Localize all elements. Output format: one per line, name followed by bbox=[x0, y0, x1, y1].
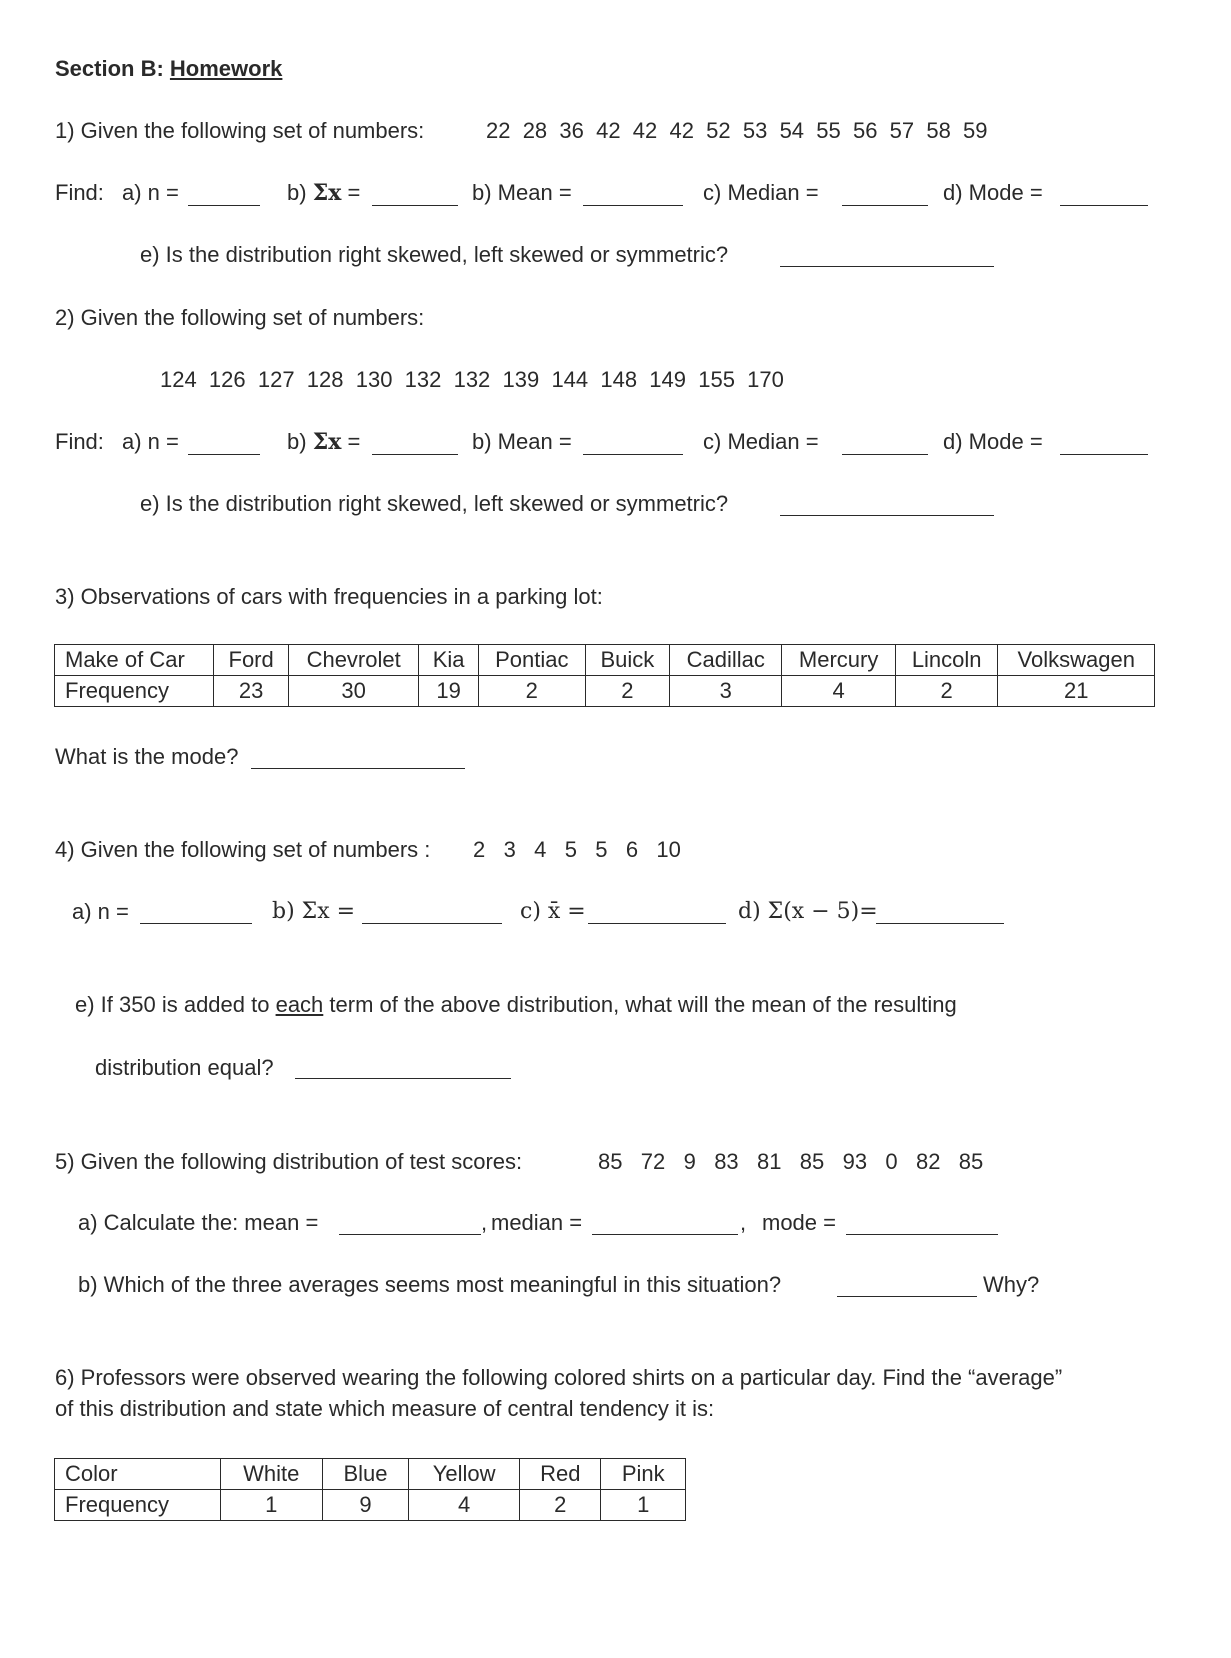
q1-mode-blank[interactable] bbox=[1060, 205, 1148, 206]
q5-why-label: Why? bbox=[983, 1272, 1040, 1297]
q4-e2-label: distribution equal? bbox=[95, 1055, 274, 1080]
table-cell: Yellow bbox=[409, 1459, 520, 1490]
q3-mode-question: What is the mode? bbox=[55, 744, 239, 769]
q1-e-blank[interactable] bbox=[780, 266, 994, 267]
q1-numbers: 22 28 36 42 42 42 52 53 54 55 56 57 58 59 bbox=[486, 118, 988, 143]
table-cell: Ford bbox=[214, 645, 289, 676]
table-cell: 30 bbox=[289, 676, 419, 707]
q2-e-blank[interactable] bbox=[780, 515, 994, 516]
q1-b-blank[interactable] bbox=[372, 205, 458, 206]
q1-prompt: 1) Given the following set of numbers: bbox=[55, 118, 425, 143]
table-cell: 9 bbox=[322, 1490, 408, 1521]
table-cell: 19 bbox=[419, 676, 479, 707]
cars-table-row-frequency bbox=[55, 676, 1155, 707]
q2-mean-label: b) Mean = bbox=[472, 429, 572, 454]
section-label: Section B: bbox=[55, 56, 164, 81]
q4-a-label: a) n = bbox=[72, 899, 129, 924]
q1-median-blank[interactable] bbox=[842, 205, 928, 206]
q4-prompt: 4) Given the following set of numbers : bbox=[55, 837, 431, 862]
table-cell: White bbox=[220, 1459, 322, 1490]
q2-mode-blank[interactable] bbox=[1060, 454, 1148, 455]
q1-b-suffix: = bbox=[341, 180, 361, 205]
table-cell: Mercury bbox=[782, 645, 896, 676]
q2-b-symbol: Σx bbox=[312, 429, 342, 455]
table-cell: Frequency bbox=[55, 1490, 221, 1521]
table-cell: Buick bbox=[585, 645, 670, 676]
q4-b-label: b) Σx = bbox=[272, 899, 356, 924]
q4-e-blank[interactable] bbox=[295, 1078, 511, 1079]
q5-mode-label: mode = bbox=[762, 1210, 836, 1235]
table-cell: 1 bbox=[220, 1490, 322, 1521]
table-cell: Chevrolet bbox=[289, 645, 419, 676]
q2-a-label: a) n = bbox=[122, 429, 179, 454]
q5-a-label: a) Calculate the: mean = bbox=[78, 1210, 319, 1235]
q1-e-label: e) Is the distribution right skewed, left skewed or symmetric? bbox=[140, 242, 729, 267]
q1-find-label: Find: bbox=[55, 180, 104, 205]
table-cell: Volkswagen bbox=[998, 645, 1155, 676]
q4-e-post: term of the above distribution, what will the mean of the resulting bbox=[323, 992, 957, 1017]
section-header bbox=[55, 58, 282, 80]
table-cell: Lincoln bbox=[895, 645, 998, 676]
q4-d-blank[interactable] bbox=[876, 923, 1004, 924]
q3-mode-blank[interactable] bbox=[251, 768, 465, 769]
q5-b-label: b) Which of the three averages seems most meaningful in this situation? bbox=[78, 1272, 782, 1297]
table-cell: Kia bbox=[419, 645, 479, 676]
q6-line2: of this distribution and state which measure of central tendency it is: bbox=[55, 1396, 715, 1421]
q1-median-label: c) Median = bbox=[703, 180, 819, 205]
q5-comma-1: , bbox=[481, 1210, 488, 1235]
q6-line1: 6) Professors were observed wearing the following colored shirts on a particular day. Find the “average” bbox=[55, 1365, 1063, 1390]
q1-b-symbol: Σx bbox=[312, 180, 342, 206]
shirts-table-row-frequency bbox=[55, 1490, 686, 1521]
q4-b-blank[interactable] bbox=[362, 923, 502, 924]
table-cell: Pontiac bbox=[478, 645, 585, 676]
q1-mean-label: b) Mean = bbox=[472, 180, 572, 205]
shirts-table-row-color bbox=[55, 1459, 686, 1490]
table-cell: Cadillac bbox=[670, 645, 782, 676]
q2-median-blank[interactable] bbox=[842, 454, 928, 455]
q4-numbers: 2 3 4 5 5 6 10 bbox=[473, 837, 681, 862]
q2-numbers: 124 126 127 128 130 132 132 139 144 148 149 155 170 bbox=[160, 367, 784, 392]
q3-prompt: 3) Observations of cars with frequencies in a parking lot: bbox=[55, 584, 603, 609]
table-cell: 2 bbox=[520, 1490, 601, 1521]
q5-median-blank[interactable] bbox=[592, 1234, 738, 1235]
table-cell: 4 bbox=[782, 676, 896, 707]
q4-a-blank[interactable] bbox=[140, 923, 252, 924]
table-cell: 2 bbox=[478, 676, 585, 707]
cars-table-row-make bbox=[55, 645, 1155, 676]
table-cell: Blue bbox=[322, 1459, 408, 1490]
cars-table bbox=[54, 644, 1155, 707]
q5-prompt: 5) Given the following distribution of test scores: bbox=[55, 1149, 523, 1174]
table-cell: 2 bbox=[585, 676, 670, 707]
q4-c-label: c) x̄ = bbox=[520, 899, 586, 924]
q1-b-prefix: b) bbox=[287, 180, 307, 205]
table-cell: 4 bbox=[409, 1490, 520, 1521]
q2-b-suffix: = bbox=[341, 429, 361, 454]
q1-a-label: a) n = bbox=[122, 180, 179, 205]
q2-median-label: c) Median = bbox=[703, 429, 819, 454]
table-cell: 23 bbox=[214, 676, 289, 707]
table-cell: 2 bbox=[895, 676, 998, 707]
q5-mean-blank[interactable] bbox=[339, 1234, 481, 1235]
q1-mean-blank[interactable] bbox=[583, 205, 683, 206]
q4-d-label: d) Σ(x − 5)= bbox=[738, 899, 878, 924]
q4-c-blank[interactable] bbox=[588, 923, 726, 924]
table-cell: Frequency bbox=[55, 676, 214, 707]
q5-median-label: median = bbox=[491, 1210, 583, 1235]
q1-mode-label: d) Mode = bbox=[943, 180, 1043, 205]
q2-b-label bbox=[287, 431, 360, 453]
q2-mode-label: d) Mode = bbox=[943, 429, 1043, 454]
q1-a-blank[interactable] bbox=[188, 205, 260, 206]
q5-mode-blank[interactable] bbox=[846, 1234, 998, 1235]
q2-b-prefix: b) bbox=[287, 429, 307, 454]
table-cell: 1 bbox=[601, 1490, 686, 1521]
q1-b-label bbox=[287, 182, 360, 204]
q5-numbers: 85 72 9 83 81 85 93 0 82 85 bbox=[598, 1149, 984, 1174]
shirts-table bbox=[54, 1458, 686, 1521]
q2-find-label: Find: bbox=[55, 429, 104, 454]
q4-e-pre: e) If 350 is added to bbox=[75, 992, 276, 1017]
q4-e-label bbox=[75, 994, 957, 1016]
q2-a-blank[interactable] bbox=[188, 454, 260, 455]
table-cell: Pink bbox=[601, 1459, 686, 1490]
table-cell: Make of Car bbox=[55, 645, 214, 676]
q4-e-each: each bbox=[275, 992, 324, 1017]
q2-mean-blank[interactable] bbox=[583, 454, 683, 455]
section-title: Homework bbox=[169, 56, 283, 81]
q5-comma-2: , bbox=[740, 1210, 747, 1235]
table-cell: Color bbox=[55, 1459, 221, 1490]
table-cell: Red bbox=[520, 1459, 601, 1490]
q2-prompt: 2) Given the following set of numbers: bbox=[55, 305, 425, 330]
q2-b-blank[interactable] bbox=[372, 454, 458, 455]
q2-e-label: e) Is the distribution right skewed, left skewed or symmetric? bbox=[140, 491, 729, 516]
q5-b-blank[interactable] bbox=[837, 1296, 977, 1297]
table-cell: 3 bbox=[670, 676, 782, 707]
table-cell: 21 bbox=[998, 676, 1155, 707]
